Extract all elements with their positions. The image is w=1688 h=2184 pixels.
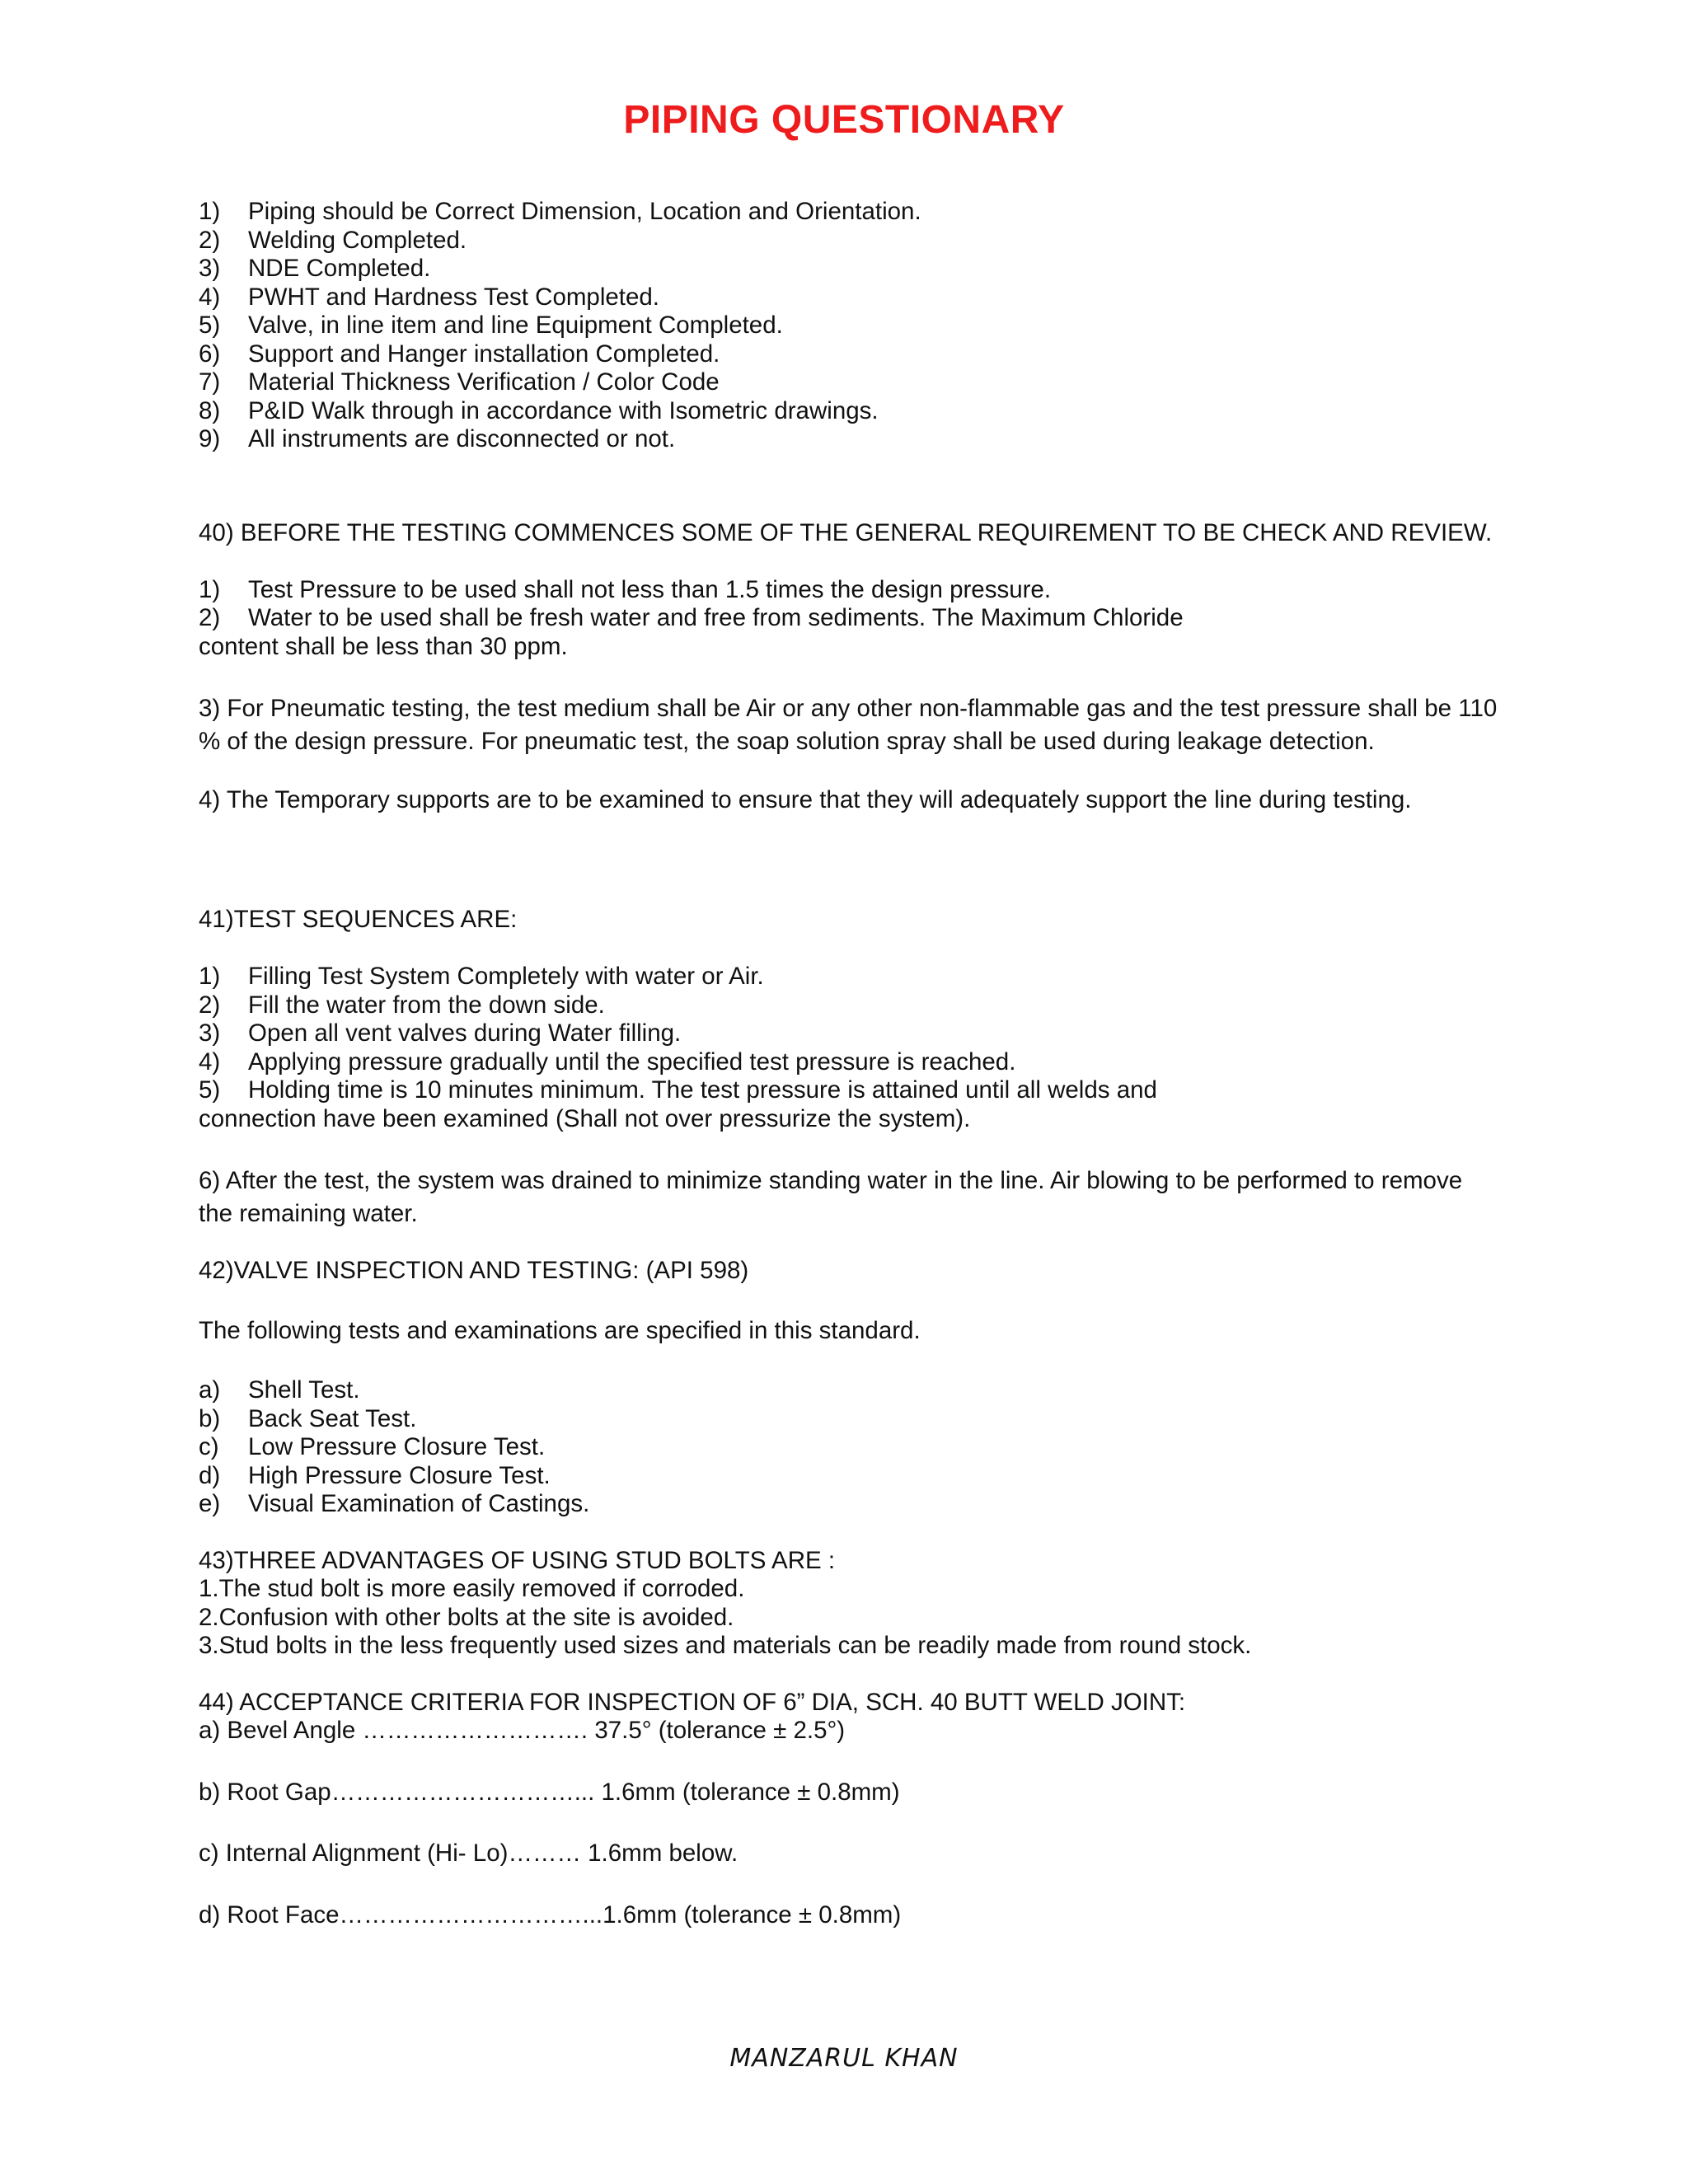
- list-item: [199, 425, 1501, 454]
- item-number: 2): [199, 991, 221, 1019]
- section-heading-44: 44) ACCEPTANCE CRITERIA FOR INSPECTION OF 6” DIA, SCH. 40 BUTT WELD JOINT:: [199, 1688, 1186, 1716]
- item-number: 5): [199, 1076, 221, 1104]
- list-item: [199, 368, 1501, 397]
- paragraph: 6) After the test, the system was drained to minimize standing water in the line. Air blowing to be performed to remove the remaining water.: [199, 1167, 1463, 1227]
- list-item: 1.The stud bolt is more easily removed if corroded.: [199, 1575, 745, 1602]
- item-text: Material Thickness Verification / Color Code: [248, 368, 720, 396]
- item-text: Holding time is 10 minutes minimum. The test pressure is attained until all welds and: [248, 1076, 1157, 1104]
- list-item: [199, 1019, 1501, 1048]
- list-item: [199, 991, 1501, 1020]
- list-item: [199, 1048, 1501, 1077]
- list-item: [199, 1433, 1501, 1462]
- item-number: 4): [199, 283, 221, 311]
- item-number: 5): [199, 312, 221, 339]
- item-text: Visual Examination of Castings.: [248, 1490, 590, 1517]
- item-text: Support and Hanger installation Completed.: [248, 340, 720, 368]
- item-number: 6): [199, 340, 221, 368]
- item-number: 9): [199, 425, 221, 452]
- criteria-root-gap: b) Root Gap…………………………... 1.6mm (tolerance ± 0.8mm): [199, 1778, 900, 1806]
- item-number: d): [199, 1461, 221, 1489]
- item-text: All instruments are disconnected or not.: [248, 425, 676, 452]
- list-item: [199, 255, 1501, 284]
- list-item: [199, 1076, 1501, 1105]
- intro-list: [199, 198, 1501, 454]
- item-number: 1): [199, 963, 221, 990]
- item-number: e): [199, 1490, 221, 1517]
- list-item: [199, 1376, 1501, 1405]
- item-number: 3): [199, 1019, 221, 1047]
- item-number: 1): [199, 575, 221, 603]
- list-item: [199, 312, 1501, 340]
- item-continuation: connection have been examined (Shall not over pressurize the system).: [199, 1104, 971, 1132]
- item-text: PWHT and Hardness Test Completed.: [248, 283, 659, 311]
- item-number: a): [199, 1376, 221, 1404]
- list-item: [199, 576, 1501, 605]
- item-number: 2): [199, 226, 221, 254]
- section-heading-42: 42)VALVE INSPECTION AND TESTING: (API 598): [199, 1257, 749, 1284]
- item-text: Piping should be Correct Dimension, Location and Orientation.: [248, 198, 921, 225]
- item-text: Test Pressure to be used shall not less than 1.5 times the design pressure.: [248, 575, 1052, 603]
- criteria-bevel-angle: a) Bevel Angle ………………………. 37.5° (tolerance ± 2.5°): [199, 1717, 846, 1744]
- item-number: 4): [199, 1047, 221, 1076]
- criteria-internal-alignment: c) Internal Alignment (Hi- Lo)……… 1.6mm below.: [199, 1840, 738, 1867]
- list-item: [199, 1462, 1501, 1491]
- section-heading-40: 40) BEFORE THE TESTING COMMENCES SOME OF THE GENERAL REQUIREMENT TO BE CHECK AND REVIEW.: [199, 518, 1493, 546]
- document-body: [199, 198, 1501, 1929]
- item-number: b): [199, 1404, 221, 1432]
- item-text: Valve, in line item and line Equipment Completed.: [248, 312, 783, 339]
- list-item: [199, 963, 1501, 991]
- item-text: Welding Completed.: [248, 226, 467, 254]
- item-text: Shell Test.: [248, 1376, 360, 1404]
- item-number: 7): [199, 368, 221, 396]
- item-number: 3): [199, 255, 221, 282]
- section-heading-43: 43)THREE ADVANTAGES OF USING STUD BOLTS ARE :: [199, 1546, 836, 1574]
- criteria-root-face: d) Root Face…………………………...1.6mm (tolerance ± 0.8mm): [199, 1900, 902, 1929]
- list-item: [199, 198, 1501, 227]
- section-heading-41: 41)TEST SEQUENCES ARE:: [199, 905, 518, 933]
- list-item: [199, 1490, 1501, 1519]
- paragraph: The following tests and examinations are specified in this standard.: [199, 1316, 921, 1344]
- list-item: [199, 227, 1501, 255]
- list-item: 3.Stud bolts in the less frequently used sizes and materials can be readily made from round stock.: [199, 1632, 1252, 1659]
- list-item: [199, 284, 1501, 312]
- item-text: High Pressure Closure Test.: [248, 1461, 551, 1489]
- item-text: NDE Completed.: [248, 255, 431, 282]
- list-item: [199, 604, 1501, 633]
- item-continuation: content shall be less than 30 ppm.: [199, 632, 568, 660]
- item-text: Filling Test System Completely with water or Air.: [248, 963, 764, 990]
- item-number: c): [199, 1433, 219, 1460]
- item-number: 1): [199, 198, 221, 225]
- list-item: [199, 397, 1501, 426]
- item-number: 8): [199, 396, 221, 424]
- list-item: 2.Confusion with other bolts at the site is avoided.: [199, 1603, 734, 1631]
- list-item: [199, 340, 1501, 369]
- paragraph: 3) For Pneumatic testing, the test medium shall be Air or any other non-flammable gas and the test pressure shall be 110 % of the design pressure. For pneumatic test, the soap solution spray shall be used during leakage detection.: [199, 695, 1498, 755]
- item-text: Water to be used shall be fresh water and free from sediments. The Maximum Chloride: [248, 604, 1184, 631]
- item-text: Back Seat Test.: [248, 1404, 417, 1432]
- item-text: P&ID Walk through in accordance with Isometric drawings.: [248, 396, 879, 424]
- paragraph: 4) The Temporary supports are to be examined to ensure that they will adequately support the line during testing.: [199, 786, 1412, 813]
- list-item: [199, 1405, 1501, 1434]
- item-text: Low Pressure Closure Test.: [248, 1433, 546, 1460]
- item-number: 2): [199, 604, 221, 631]
- item-text: Applying pressure gradually until the specified test pressure is reached.: [248, 1047, 1016, 1076]
- author-footer: MANZARUL KHAN: [729, 2044, 959, 2073]
- page-title: PIPING QUESTIONARY: [623, 98, 1065, 142]
- item-text: Fill the water from the down side.: [248, 991, 605, 1019]
- item-text: Open all vent valves during Water filling.: [248, 1019, 682, 1047]
